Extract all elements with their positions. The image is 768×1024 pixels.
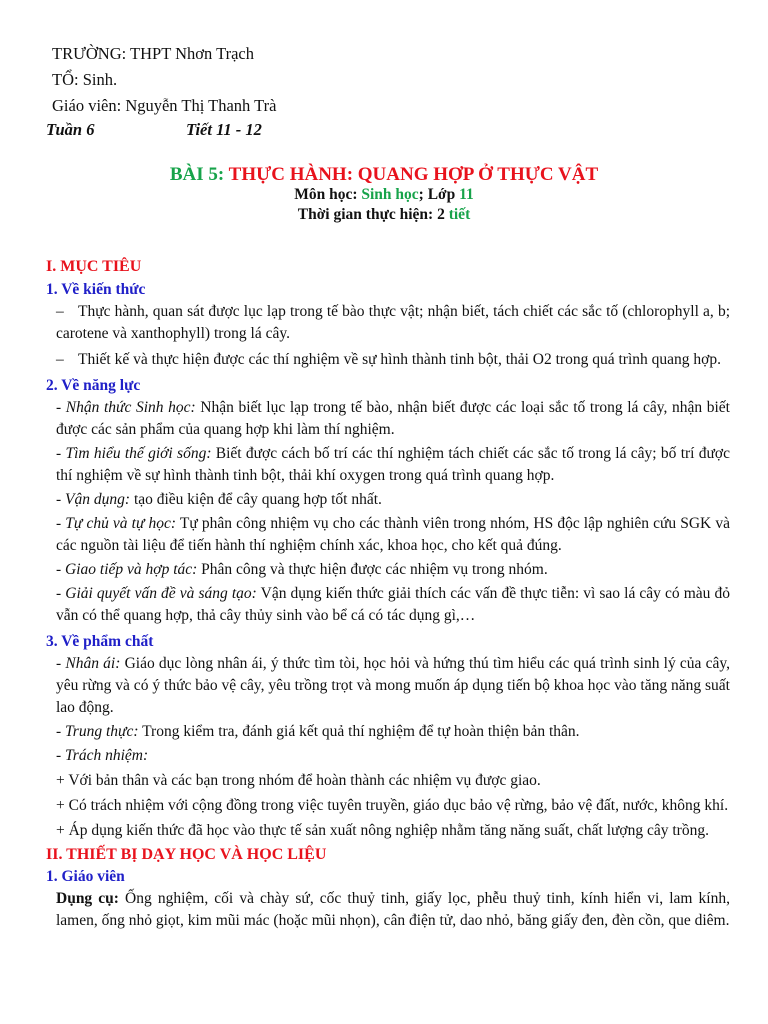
- department-name: TỔ: Sinh.: [52, 70, 118, 89]
- school-name: TRƯỜNG: THPT Nhơn Trạch: [52, 44, 254, 63]
- dash-bullet: –: [56, 302, 64, 320]
- teacher-name: Giáo viên: Nguyễn Thị Thanh Trà: [52, 96, 277, 115]
- duration-unit: tiết: [448, 206, 471, 223]
- quality-item: - Nhân ái: Giáo dục lòng nhân ái, ý thức tìm tòi, học hỏi và hứng thú tìm hiểu các quá trình sinh lý của cây, yêu rừng và có ý thức bảo vệ cây, yêu trồng trọt và mong muốn áp dụng tiến bộ khoa học vào tăng năng suất lao động.: [56, 654, 731, 716]
- quality-item: - Trách nhiệm:: [56, 746, 149, 764]
- document-body: [46, 256, 731, 934]
- ability-item: - Tự chủ và tự học: Tự phân công nhiệm vụ cho các thành viên trong nhóm, HS độc lập nghiên cứu SGK và các nguồn tài liệu để tiến hành thí nghiệm chính xác, khoa học, cho kết quả đúng.: [56, 514, 730, 554]
- period-label: Tiết 11 - 12: [186, 120, 262, 139]
- ability-item: - Tìm hiểu thế giới sống: Biết được cách bố trí các thí nghiệm tách chiết các sắc tố trong lá cây; bố trí được thí nghiệm về sự hình thành tinh bột, thải khí oxygen trong quá trình quang hợp.: [56, 444, 730, 484]
- ability-item: - Nhận thức Sinh học: Nhận biết lục lạp trong tế bào, nhận biết được các loại sắc tố trong lá cây, nhận biết được các sản phẩm của quang hợp khi làm thí nghiệm.: [56, 398, 730, 438]
- section-heading-objectives: I. MỤC TIÊU: [46, 258, 142, 275]
- lesson-number: BÀI 5:: [169, 164, 229, 185]
- section-heading-equipment: II. THIẾT BỊ DẠY HỌC VÀ HỌC LIỆU: [46, 845, 327, 863]
- tools-paragraph: [56, 888, 730, 932]
- grade-value: 11: [459, 186, 474, 203]
- ability-item: - Vận dụng: tạo điều kiện để cây quang hợp tốt nhất.: [56, 490, 382, 508]
- responsibility-item: + Áp dụng kiến thức đã học vào thực tế sản xuất nông nghiệp nhằm tăng năng suất, chất lượng cây trồng.: [56, 821, 709, 839]
- tools-label: Dụng cụ:: [56, 890, 119, 908]
- subheading-ability: 2. Về năng lực: [46, 376, 141, 394]
- subheading-knowledge: 1. Về kiến thức: [46, 280, 146, 298]
- ability-item: - Giải quyết vấn đề và sáng tạo: Vận dụng kiến thức giải thích các vấn đề thực tiễn: vì sao lá cây có màu đỏ vẫn có thể quang hợp, thả cây thủy sinh vào bể cá có tác dụng gì,…: [56, 584, 731, 624]
- subject-line: [0, 184, 768, 206]
- knowledge-item: – Thiết kế và thực hiện được các thí nghiệm về sự hình thành tinh bột, thải O2 trong quá trình quang hợp.: [56, 349, 730, 371]
- subheading-teacher: 1. Giáo viên: [46, 868, 125, 886]
- week-period-line: [46, 118, 262, 141]
- subject-value: Sinh học: [361, 186, 419, 203]
- quality-item: - Trung thực: Trong kiểm tra, đánh giá kết quả thí nghiệm để tự hoàn thiện bản thân.: [56, 722, 580, 740]
- tools-text: Ống nghiệm, cối và chày sứ, cốc thuỷ tinh, giấy lọc, phễu thuỷ tinh, kính hiển vi, lam kính, lamen, ống nhỏ giọt, kim mũi mác (hoặc mũi nhọn), cân điện tử, dao nhỏ, băng giấy đen, đèn cồn, que diêm.: [56, 890, 730, 930]
- knowledge-item: – Thực hành, quan sát được lục lạp trong tế bào thực vật; nhận biết, tách chiết các sắc tố (chlorophyll a, b; carotene và xanthophyll) trong lá cây.: [56, 302, 730, 342]
- responsibility-item: + Có trách nhiệm với cộng đồng trong việc tuyên truyền, giáo dục bảo vệ rừng, bảo vệ đất, nước, không khí.: [56, 796, 729, 814]
- subheading-quality: 3. Về phẩm chất: [46, 632, 154, 650]
- duration-line: [0, 204, 768, 226]
- ability-item: - Giao tiếp và hợp tác: Phân công và thực hiện được các nhiệm vụ trong nhóm.: [56, 560, 548, 578]
- lesson-name: THỰC HÀNH: QUANG HỢP Ở THỰC VẬT: [228, 164, 599, 185]
- grade-label: ; Lớp: [418, 186, 460, 203]
- dash-bullet: –: [56, 350, 64, 368]
- week-label: Tuần 6: [46, 120, 95, 139]
- responsibility-item: + Với bản thân và các bạn trong nhóm để hoàn thành các nhiệm vụ được giao.: [56, 771, 541, 789]
- duration-label: Thời gian thực hiện: 2: [297, 206, 449, 223]
- subject-label: Môn học:: [294, 186, 362, 203]
